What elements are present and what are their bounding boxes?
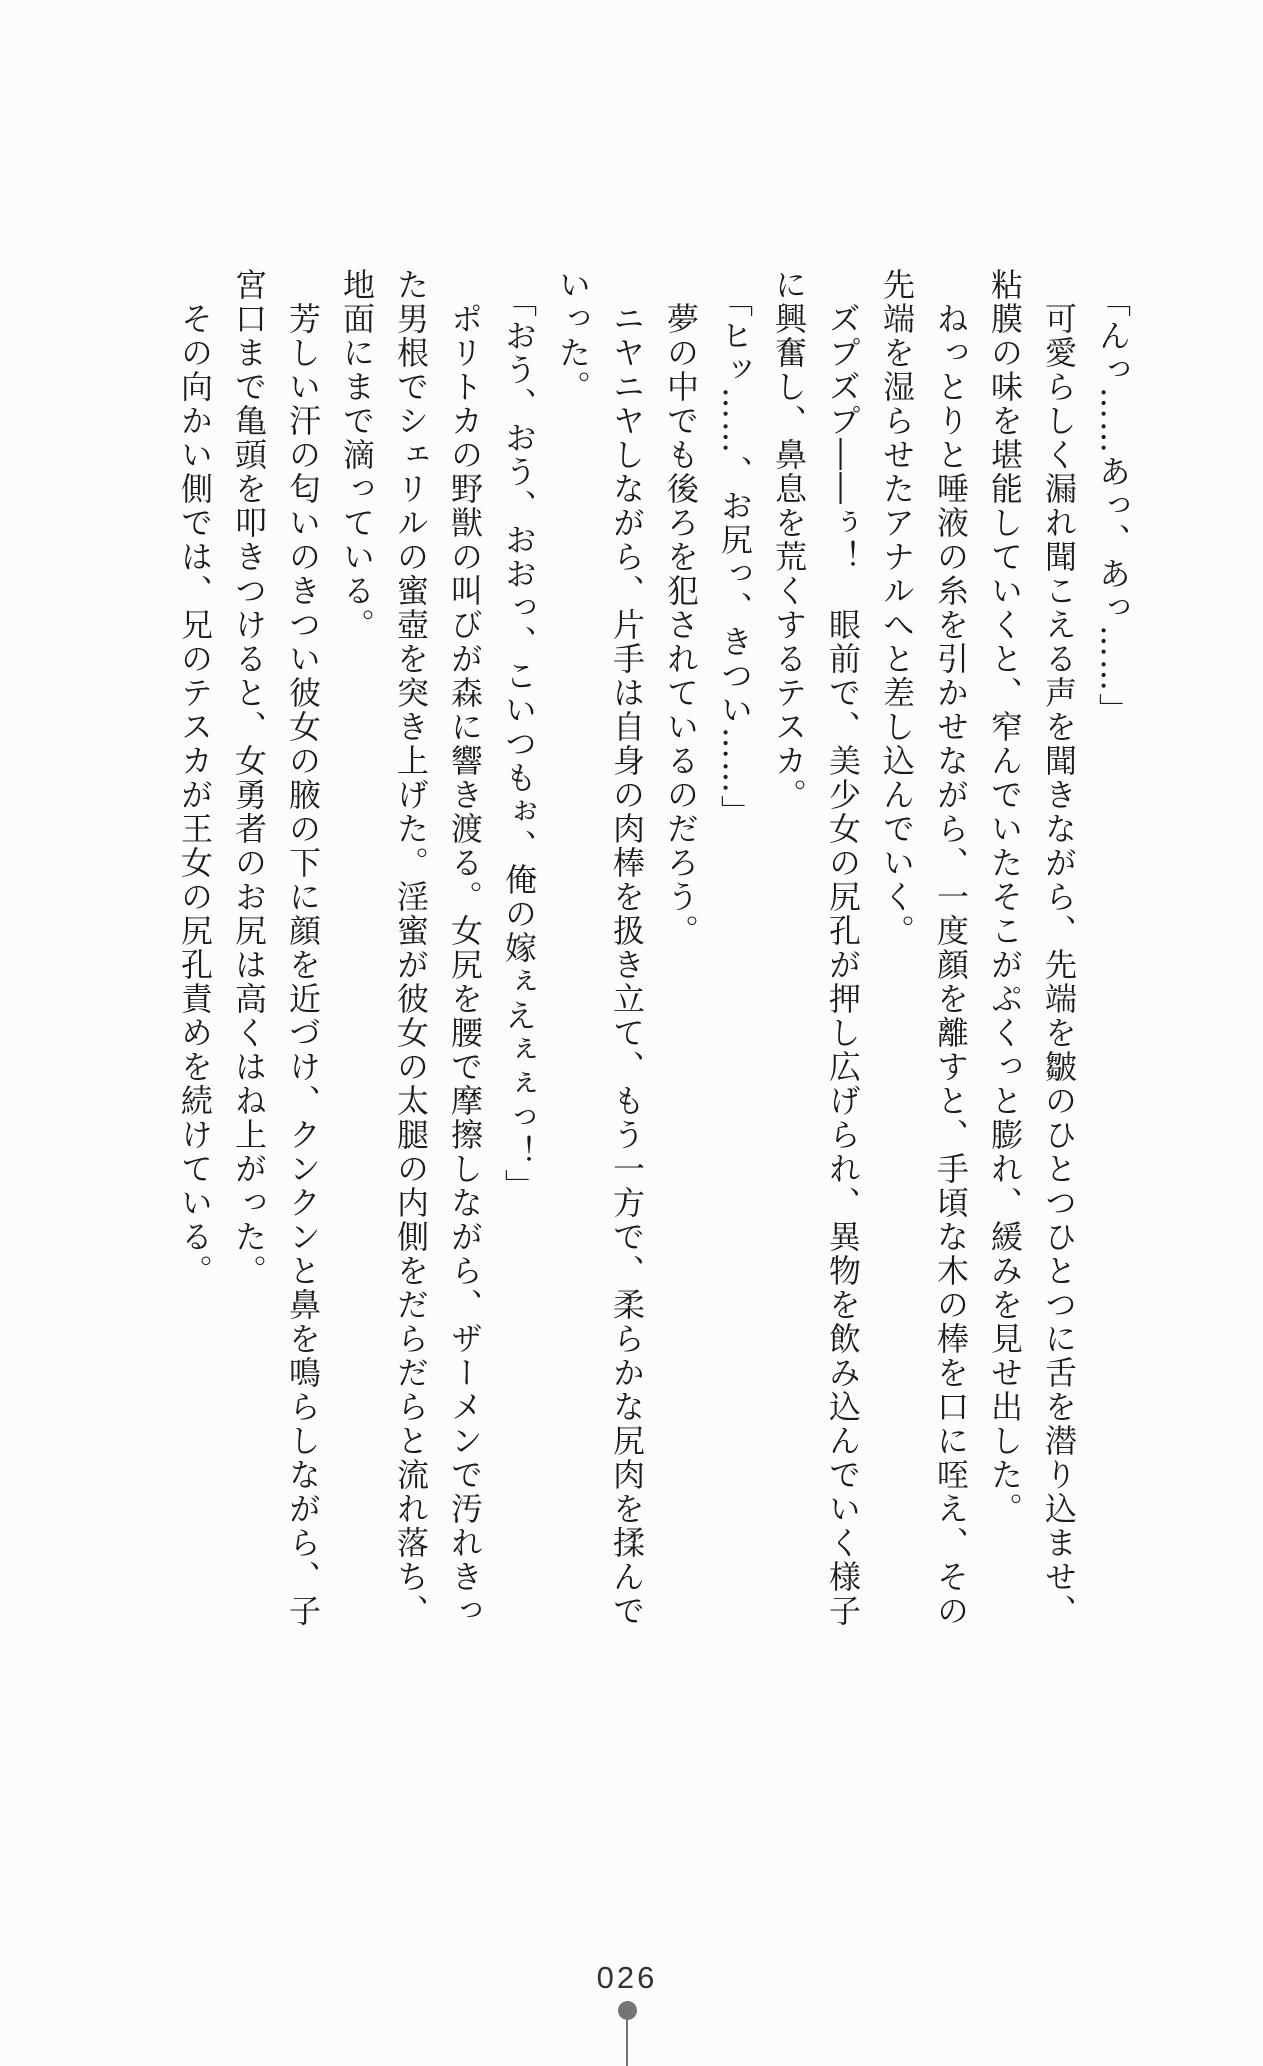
text-line: 可愛らしく漏れ聞こえる声を聞きながら、先端を皺のひとつひとつに舌を潜り込ませ、: [1040, 302, 1078, 1628]
text-line: その向かい側では、兄のテスカが王女の尻孔責めを続けている。: [176, 302, 214, 1288]
text-line: 粘膜の味を堪能していくと、窄んでいたそこがぷくっと膨れ、緩みを見せ出した。: [986, 268, 1024, 1526]
text-line: に興奮し、鼻息を荒くするテスカ。: [770, 268, 808, 812]
text-line: 先端を湿らせたアナルへと差し込んでいく。: [878, 268, 916, 948]
text-line: 「んっ……あっ、あっ……」: [1094, 285, 1132, 727]
text-line: ニヤニヤしながら、片手は自身の肉棒を扱き立て、もう一方で、柔らかな尻肉を揉んで: [608, 302, 646, 1628]
vertical-text-block: [168, 268, 1140, 1640]
text-line: 芳しい汗の匂いのきつい彼女の腋の下に顔を近づけ、クンクンと鼻を鳴らしながら、子: [284, 302, 322, 1628]
page-number: 026: [596, 1960, 658, 1995]
text-line: 地面にまで滴っている。: [338, 268, 376, 642]
text-line: ズプズプ――ぅ！ 眼前で、美少女の尻孔が押し広げられ、異物を飲み込んでいく様子: [824, 302, 862, 1628]
text-line: 「ヒッ……、お尻っ、きつい……」: [716, 285, 754, 829]
text-line: 宮口まで亀頭を叩きつけると、女勇者のお尻は高くはね上がった。: [230, 268, 268, 1288]
text-line: ポリトカの野獣の叫びが森に響き渡る。女尻を腰で摩擦しながら、ザーメンで汚れきっ: [446, 302, 484, 1628]
text-line: ねっとりと唾液の糸を引かせながら、一度顔を離すと、手頃な木の棒を口に咥え、その: [932, 302, 970, 1628]
text-line: た男根でシェリルの蜜壺を突き上げた。淫蜜が彼女の太腿の内側をだらだらと流れ落ち、: [392, 268, 430, 1628]
text-line: 夢の中でも後ろを犯されているのだろう。: [662, 302, 700, 948]
text-line: いった。: [554, 268, 592, 404]
text-line: 「おう、おう、おおっ、こいつもぉ、俺の嫁ぇえぇぇっ！」: [500, 285, 538, 1203]
footer-vertical-rule: [626, 2017, 628, 2066]
